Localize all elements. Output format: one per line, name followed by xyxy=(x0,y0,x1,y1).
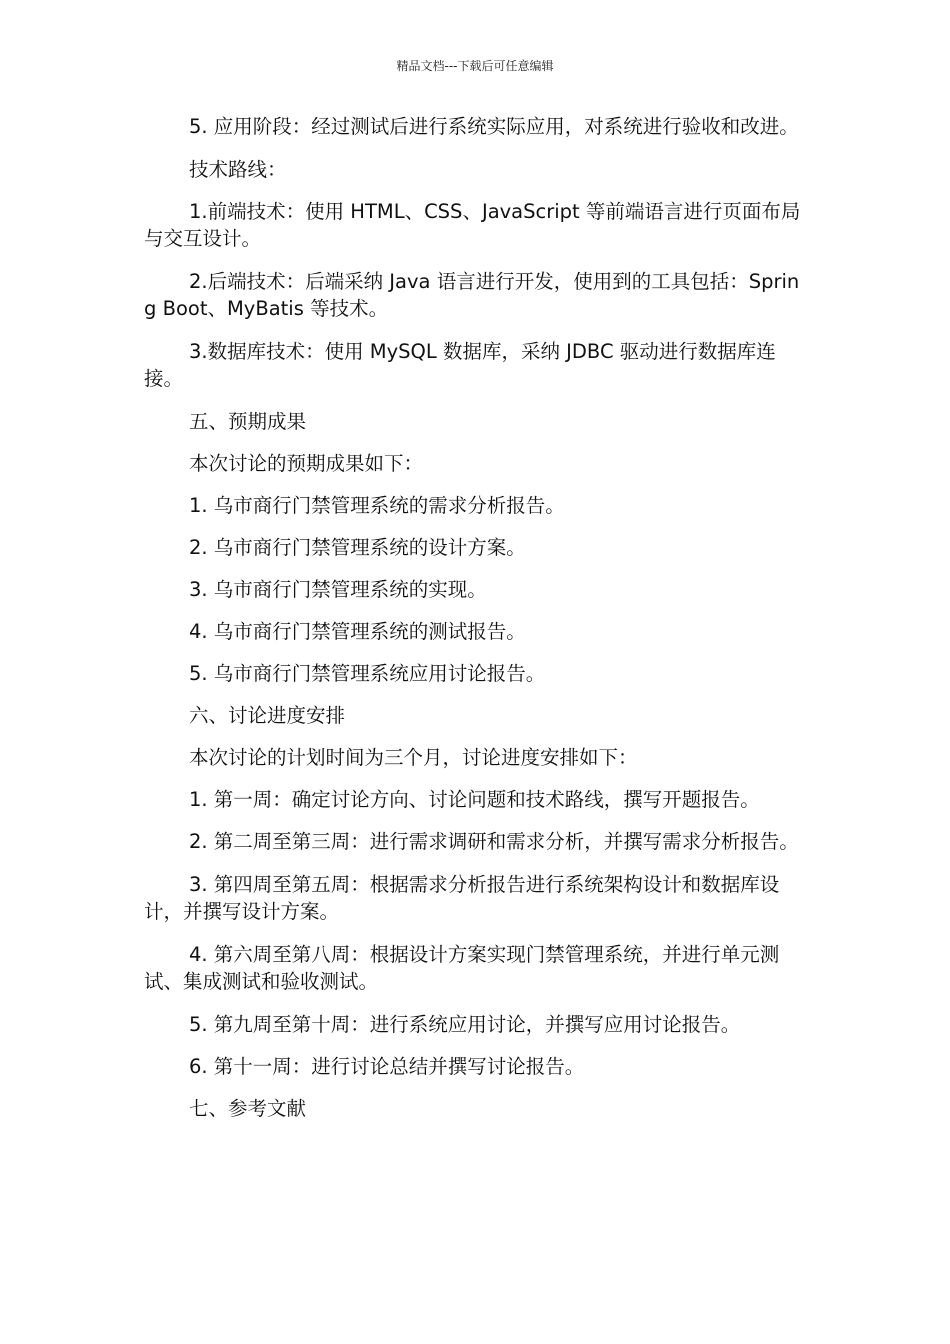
list-item-result-2: 2. 乌市商行门禁管理系统的设计方案。 xyxy=(189,536,526,559)
section-heading-expected-results: 五、预期成果 xyxy=(189,410,307,433)
list-item-schedule-2: 2. 第二周至第三周：进行需求调研和需求分析，并撰写需求分析报告。 xyxy=(189,830,799,853)
paragraph-backend-tech: 2.后端技术：后端采纳 Java 语言进行开发，使用到的工具包括：Spring Boot、MyBatis 等技术。 xyxy=(144,270,800,320)
list-item-schedule-4: 4. 第六周至第八周：根据设计方案实现门禁管理系统，并进行单元测试、集成测试和验收测试。 xyxy=(144,943,780,993)
page-header: 精品文档---下载后可任意编辑 xyxy=(396,59,554,73)
list-item-result-3: 3. 乌市商行门禁管理系统的实现。 xyxy=(189,578,487,601)
section-heading-references: 七、参考文献 xyxy=(189,1097,307,1120)
paragraph-schedule-intro: 本次讨论的计划时间为三个月，讨论进度安排如下： xyxy=(189,746,638,769)
list-item-result-1: 1. 乌市商行门禁管理系统的需求分析报告。 xyxy=(189,494,565,517)
document-body xyxy=(144,113,806,1137)
paragraph-frontend-tech: 1.前端技术：使用 HTML、CSS、JavaScript 等前端语言进行页面布局与交互设计。 xyxy=(144,200,801,250)
list-item-schedule-5: 5. 第九周至第十周：进行系统应用讨论，并撰写应用讨论报告。 xyxy=(189,1013,741,1036)
list-item-schedule-3: 3. 第四周至第五周：根据需求分析报告进行系统架构设计和数据库设计，并撰写设计方案。 xyxy=(144,873,780,923)
heading-technical-route: 技术路线： xyxy=(189,158,287,181)
list-item-result-5: 5. 乌市商行门禁管理系统应用讨论报告。 xyxy=(189,662,546,685)
section-heading-schedule: 六、讨论进度安排 xyxy=(189,704,346,727)
paragraph-application-stage: 5. 应用阶段：经过测试后进行系统实际应用，对系统进行验收和改进。 xyxy=(189,115,799,138)
list-item-schedule-1: 1. 第一周：确定讨论方向、讨论问题和技术路线，撰写开题报告。 xyxy=(189,788,760,811)
paragraph-database-tech: 3.数据库技术：使用 MySQL 数据库，采纳 JDBC 驱动进行数据库连接。 xyxy=(144,340,776,390)
paragraph-expected-results-intro: 本次讨论的预期成果如下： xyxy=(189,452,424,475)
list-item-schedule-6: 6. 第十一周：进行讨论总结并撰写讨论报告。 xyxy=(189,1055,585,1078)
list-item-result-4: 4. 乌市商行门禁管理系统的测试报告。 xyxy=(189,620,526,643)
